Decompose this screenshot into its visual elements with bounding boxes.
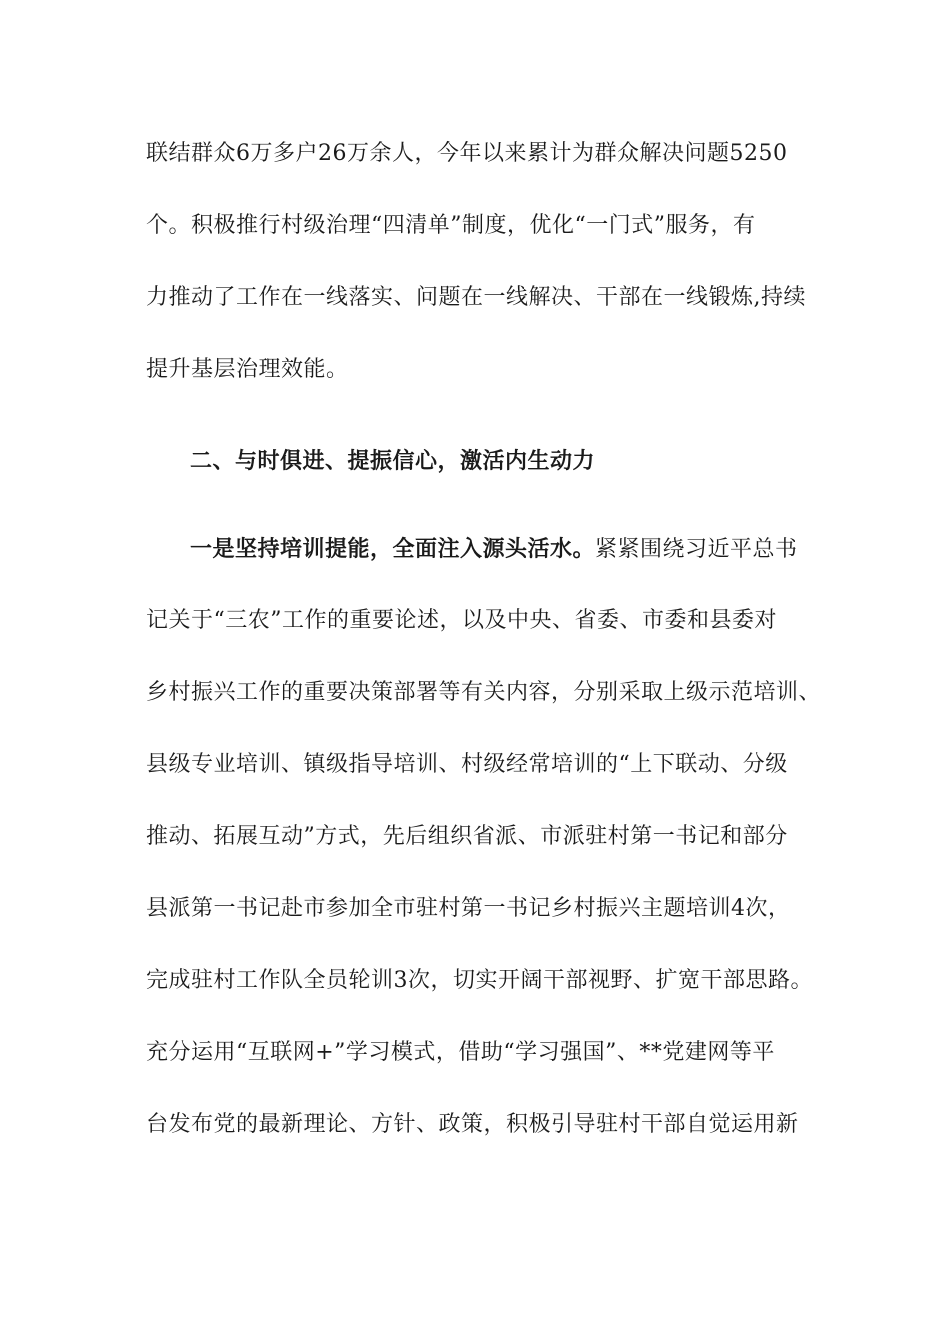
paragraph-lead-rest: 紧紧围绕习近平总书 [595,537,798,562]
paragraph-line: 台发布党的最新理论、方针、政策，积极引导驻村干部自觉运用新 [146,1112,799,1137]
paragraph-line: 充分运用“互联网+”学习模式，借助“学习强国”、**党建网等平 [146,1040,775,1065]
paragraph-line: 个。积极推行村级治理“四清单”制度，优化“一门式”服务，有 [146,213,756,238]
paragraph-line: 提升基层治理效能。 [146,357,349,382]
paragraph-lead-line [190,534,798,565]
paragraph-line: 乡村振兴工作的重要决策部署等有关内容，分别采取上级示范培训、 [146,680,822,705]
section-heading: 二、与时俱进、提振信心，激活内生动力 [190,448,596,474]
paragraph-line: 力推动了工作在一线落实、问题在一线解决、干部在一线锻炼,持续 [146,285,806,310]
paragraph-line: 推动、拓展互动”方式，先后组织省派、市派驻村第一书记和部分 [146,824,788,849]
paragraph-line: 县派第一书记赴市参加全市驻村第一书记乡村振兴主题培训4次， [146,896,791,921]
paragraph-lead-bold: 一是坚持培训提能，全面注入源头活水。 [190,536,596,562]
paragraph-line: 联结群众6万多户26万余人，今年以来累计为群众解决问题5250 [146,141,788,166]
paragraph-line: 县级专业培训、镇级指导培训、村级经常培训的“上下联动、分级 [146,752,788,777]
paragraph-line: 完成驻村工作队全员轮训3次，切实开阔干部视野、扩宽干部思路。 [146,968,813,993]
paragraph-line: 记关于“三农”工作的重要论述，以及中央、省委、市委和县委对 [146,608,777,633]
